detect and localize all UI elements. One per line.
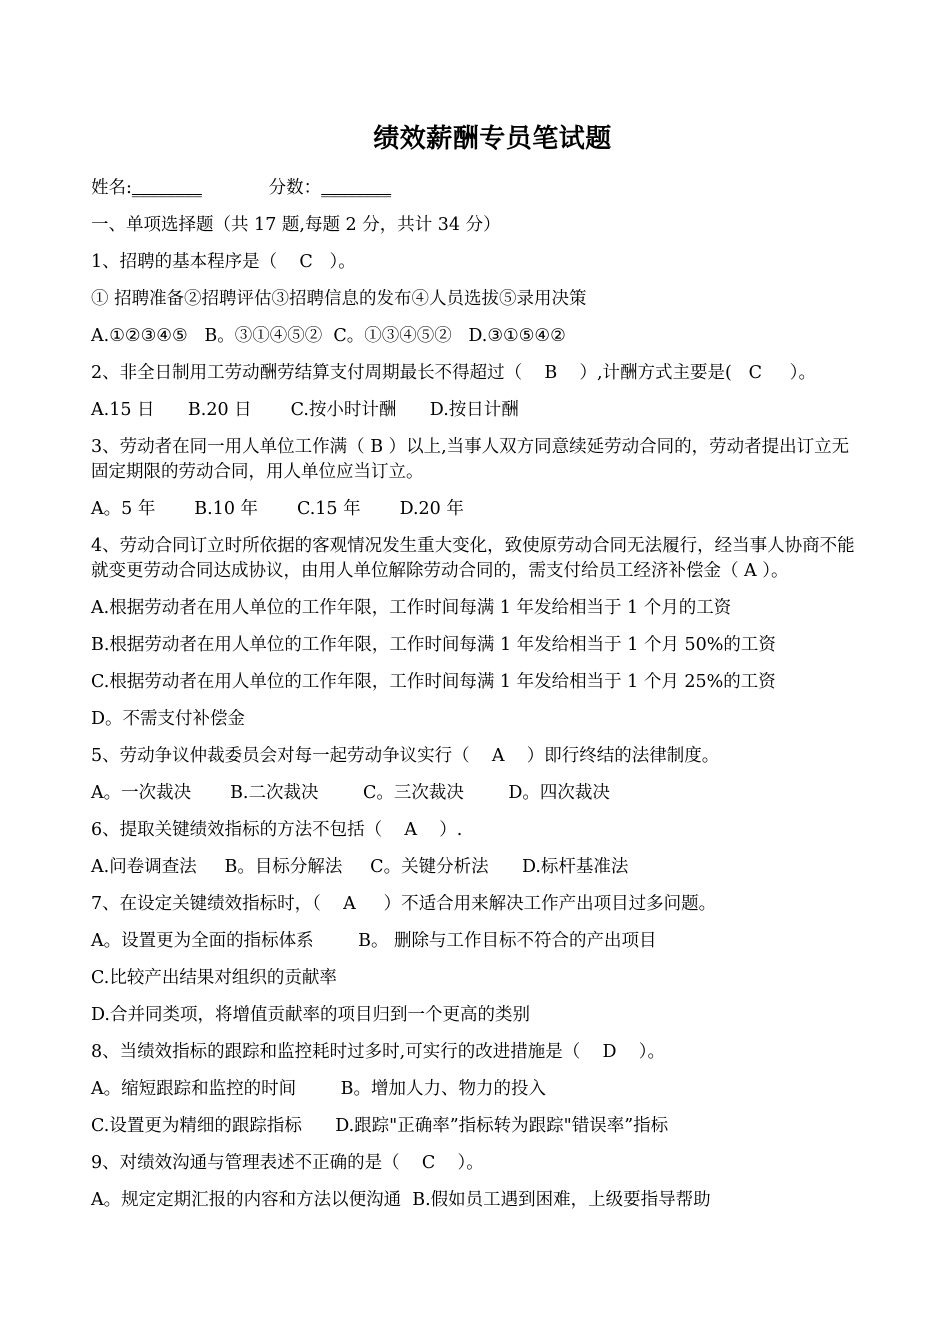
document-body xyxy=(91,170,866,1219)
q5-stem: 5、劳动争议仲裁委员会对每一起劳动争议实行（ A ）即行终结的法律制度。 xyxy=(91,746,720,766)
q7-option-c: C.比较产出结果对组织的贡献率 xyxy=(91,968,337,988)
q2-stem: 2、非全日制用工劳动酬劳结算支付周期最长不得超过（ B ）,计酬方式主要是( C ）。 xyxy=(91,363,817,383)
header-line xyxy=(91,170,866,207)
q4-option-c: C.根据劳动者在用人单位的工作年限，工作时间每满 1 年发给相当于 1 个月 25%的工资 xyxy=(91,672,776,692)
q8-options-ab: A。缩短跟踪和监控的时间 B。增加人力、物力的投入 xyxy=(91,1079,546,1099)
q3-stem: 3、劳动者在同一用人单位工作满（ B ）以上,当事人双方同意续延劳动合同的，劳动者提出订立无固定期限的劳动合同，用人单位应当订立。 xyxy=(91,437,850,482)
q4-option-b: B.根据劳动者在用人单位的工作年限，工作时间每满 1 年发给相当于 1 个月 50%的工资 xyxy=(91,635,776,655)
q7-stem: 7、在设定关键绩效指标时，（ A ）不适合用来解决工作产出项目过多问题。 xyxy=(91,894,717,914)
q9-stem: 9、对绩效沟通与管理表述不正确的是（ C ）。 xyxy=(91,1153,484,1173)
q7-options-ab: A。设置更为全面的指标体系 B。 删除与工作目标不符合的产出项目 xyxy=(91,931,657,951)
q8-options-cd: C.设置更为精细的跟踪指标 D.跟踪"正确率”指标转为跟踪"错误率”指标 xyxy=(91,1116,669,1136)
name-label: 姓名: xyxy=(91,178,132,198)
section-heading: 一、单项选择题（共 17 题,每题 2 分，共计 34 分） xyxy=(91,215,501,235)
q1-options: A.①②③④⑤ B。③①④⑤② C。①③④⑤② D.③①⑤④② xyxy=(91,326,566,346)
q4-option-a: A.根据劳动者在用人单位的工作年限，工作时间每满 1 年发给相当于 1 个月的工资 xyxy=(91,598,732,618)
q6-options: A.问卷调查法 B。目标分解法 C。关键分析法 D.标杆基准法 xyxy=(91,857,629,877)
q2-options: A.15 日 B.20 日 C.按小时计酬 D.按日计酬 xyxy=(91,400,519,420)
q9-options-ab: A。规定定期汇报的内容和方法以便沟通 B.假如员工遇到困难，上级要指导帮助 xyxy=(91,1190,711,1210)
score-blank: ________ xyxy=(321,178,392,198)
q4-option-d: D。不需支付补偿金 xyxy=(91,709,246,729)
q7-option-d: D.合并同类项，将增值贡献率的项目归到一个更高的类别 xyxy=(91,1005,530,1025)
q1-stem: 1、招聘的基本程序是（ C ）。 xyxy=(91,252,356,272)
name-blank: ________ xyxy=(131,178,202,198)
q4-stem: 4、劳动合同订立时所依据的客观情况发生重大变化，致使原劳动合同无法履行，经当事人协商不能就变更劳动合同达成协议，由用人单位解除劳动合同的，需支付给员工经济补偿金（ A ）。 xyxy=(91,536,855,581)
q1-items: ① 招聘准备②招聘评估③招聘信息的发布④人员选拔⑤录用决策 xyxy=(91,289,587,309)
q8-stem: 8、当绩效指标的跟踪和监控耗时过多时,可实行的改进措施是（ D ）。 xyxy=(91,1042,665,1062)
q6-stem: 6、提取关键绩效指标的方法不包括（ A ）. xyxy=(91,820,463,840)
q3-options: A。5 年 B.10 年 C.15 年 D.20 年 xyxy=(91,499,464,519)
q5-options: A。一次裁决 B.二次裁决 C。三次裁决 D。四次裁决 xyxy=(91,783,610,803)
score-label: 分数： xyxy=(268,178,322,198)
document-title: 绩效薪酬专员笔试题 xyxy=(373,124,612,154)
